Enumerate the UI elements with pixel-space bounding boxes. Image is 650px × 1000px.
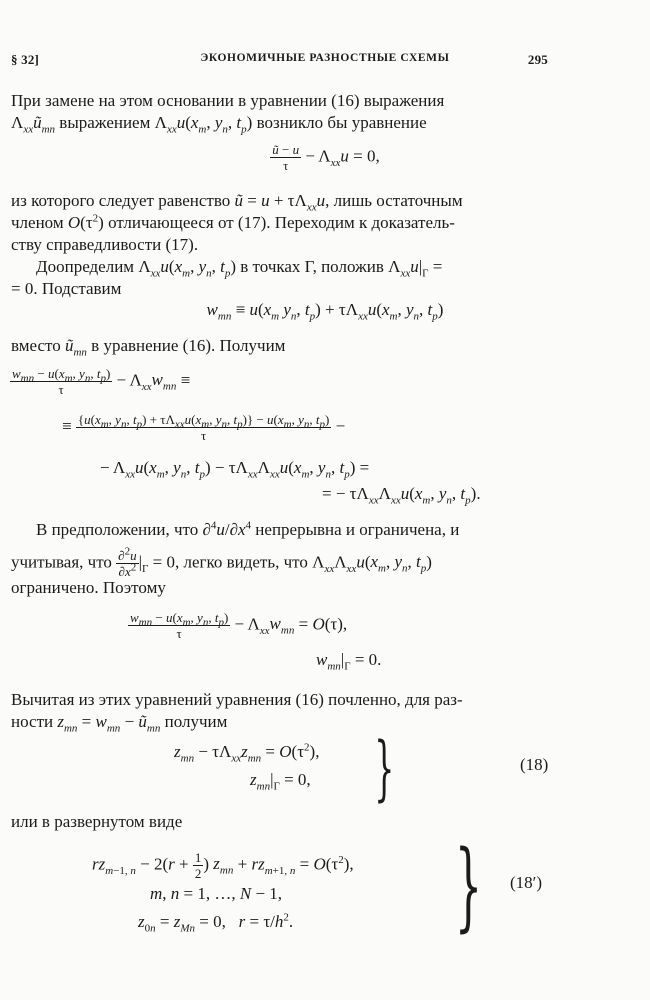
equation: $z_{mn} - \tau\Lambda_{xx}z_{mn} = O(\tau^2)$, (174, 741, 320, 765)
equation-number: (18) (520, 755, 549, 774)
paragraph-line: При замене на этом основании в уравнении (16) выражения (11, 91, 445, 110)
equation: $w_{mn} \equiv u(x_m$ $y_n$, $t_p) + \tau\Lambda_{xx}u(x_m$, $y_n$, $t_p$) (206, 300, 444, 323)
equation: $\frac{ũ - u}{\tau}$ − $\Lambda_{xx}u = 0$, (272, 142, 380, 173)
paragraph-line: Доопределим $\Lambda_{xx}u(x_m$, $y_n$, $t_p$) в точках Г, положив $\Lambda_{xx}u|_\Gamma$ = (36, 257, 443, 280)
math-inline: $\Lambda_{xx}ũ_{mn}$ (11, 113, 56, 136)
paragraph-line: вместо $ũ_{mn}$ в уравнение (16). Получим (11, 336, 286, 359)
equation: $w_{mn}|_\Gamma = 0$. (316, 650, 382, 673)
running-title: ЭКОНОМИЧНЫЕ РАЗНОСТНЫЕ СХЕМЫ (200, 52, 450, 64)
equation: − $\Lambda_{xx}u(x_m$, $y_n$, $t_p) - \tau\Lambda_{xx}\Lambda_{xx}u(x_m$, $y_n$, $t_p$) = (100, 458, 370, 481)
paragraph-line: В предположении, что $\partial^4u/\partial x^4$ непрерывна и ограничена, и (36, 519, 460, 539)
equation: m, n = 1, …, N − 1, (150, 884, 283, 903)
paragraph-line: = 0. Подставим (11, 279, 122, 298)
paragraph-line: ности $z_{mn} = w_{mn}$ − $ũ_{mn}$ получим (11, 712, 228, 735)
paragraph-line: из которого следует равенство ũ = $u + \tau\Lambda_{xx}u$, лишь остаточным (11, 191, 463, 214)
equation: $z_{0n} = z_{Mn} = 0$, $r = \tau/h^2$. (138, 911, 294, 935)
paragraph-line: ству справедливости (17). (11, 235, 199, 254)
equation: ≡ $\frac{\{u(x_m, y_n, t_p) + \tau\Lambda_{xx}u(x_m, y_n, t_p)\} - u(x_m, y_n, t_p)}{\tau}$ − (62, 412, 346, 443)
page-number: 295 (527, 52, 548, 67)
paragraph-line: $\Lambda_{xx}ũ_{mn}$ выражением $\Lambda_{xx}u(x_m$, $y_n$, $t_p$) возникло бы уравнение (11, 113, 427, 136)
equation: $z_{mn}|_\Gamma = 0$, (250, 770, 311, 793)
equation: = − $\tau\Lambda_{xx}\Lambda_{xx}u(x_m$, $y_n$, $t_p$). (322, 484, 481, 507)
equation: $\frac{w_{mn} - u(x_m, y_n, t_p)}{\tau}$ − $\Lambda_{xx}w_{mn} = O(\tau)$, (130, 610, 348, 641)
section-label: § 32] (11, 52, 40, 67)
paragraph-line: учитывая, что $\frac{\partial^2u}{\partial x^2}$ $|_\Gamma = 0$, легко видеть, что $\Lambda_{xx}\Lambda_{xx}u(x_m$, $y_n$, $t_p$) (11, 545, 432, 579)
math-inline: $\Lambda_{xx}u(x_m$, $y_n$, $t_p$) (154, 113, 253, 136)
right-brace: } (454, 830, 483, 942)
paragraph-line: Вычитая из этих уравнений уравнения (16) почленно, для раз- (11, 690, 463, 709)
paragraph-line: или в развернутом виде (11, 812, 183, 831)
right-brace: } (374, 727, 395, 809)
paragraph-line: членом $O(\tau^2)$ отличающееся от (17). Переходим к доказатель- (11, 212, 455, 232)
equation: $\frac{w_{mn} - u(x_m, y_n, t_p)}{\tau}$ − $\Lambda_{xx}w_{mn}$ ≡ (12, 366, 191, 397)
equation-number: (18′) (510, 873, 543, 892)
equation: $rz_{m-1, n} - 2(r$ + $\frac{1}{2}$ ) $z_{mn} + rz_{m+1, n} = O(\tau^2)$, (92, 850, 354, 881)
paragraph-line: ограничено. Поэтому (11, 578, 166, 597)
